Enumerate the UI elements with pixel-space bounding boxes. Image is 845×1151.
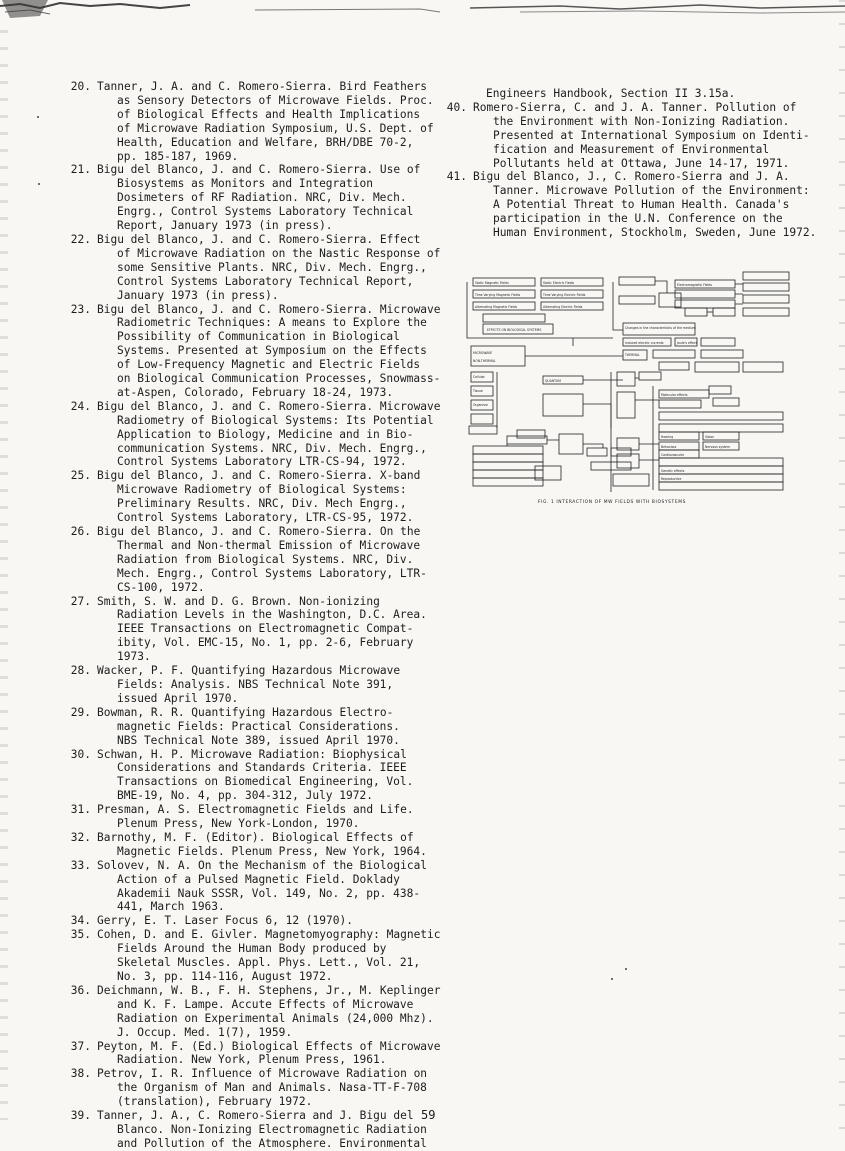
scan-top-edge	[0, 0, 845, 22]
diagram-label: Changes in the characteristics of the medium	[625, 326, 696, 330]
reference-line: Radiation. New York, Plenum Press, 1961.	[117, 1053, 387, 1067]
diagram-label: Alternating Magnetic Fields	[475, 305, 518, 309]
diagram-label: MICROWAVE	[473, 351, 493, 355]
reference-line: Mech. Engrg., Control Systems Laboratory, LTR-	[117, 566, 427, 580]
reference-line: 441, March 1963.	[117, 900, 225, 914]
reference-line: Possibility of Communication in Biological	[117, 330, 400, 344]
reference-number: 32.	[70, 830, 91, 844]
reference-number: 26.	[70, 525, 91, 538]
reference-line: issued April 1970.	[117, 691, 239, 705]
reference-entry	[62, 163, 442, 233]
reference-entry	[62, 831, 442, 859]
scan-right-edge	[839, 0, 845, 1131]
reference-line: of Microwave Radiation on the Nastic Response of	[117, 246, 441, 260]
reference-line: Engrg., Control Systems Laboratory Technical	[117, 205, 414, 219]
diagram-label: Static Magnetic Fields	[475, 281, 509, 285]
reference-line: the Environment with Non-Ionizing Radiation.	[493, 114, 790, 128]
reference-line: and Pollution of the Atmosphere. Environmental	[117, 1136, 427, 1150]
reference-line: and K. F. Lampe. Accute Effects of Microwave	[117, 997, 414, 1011]
reference-number: 35.	[70, 928, 91, 942]
reference-line: Barnothy, M. F. (Editor). Biological Effects of	[97, 830, 414, 844]
reference-text	[97, 163, 442, 233]
diagram-label: Nervous system	[705, 445, 730, 449]
reference-text	[97, 525, 442, 595]
diagram-label: Cellular	[473, 375, 485, 379]
reference-line: ibity, Vol. EMC-15, No. 1, pp. 2-6, February	[117, 636, 414, 650]
diagram-label: Reproductive	[661, 477, 682, 481]
reference-entry	[62, 469, 442, 525]
reference-line: magnetic Fields: Practical Considerations.	[117, 719, 400, 733]
page-number: 59	[421, 1108, 436, 1122]
scan-speck	[611, 978, 613, 980]
reference-entry	[62, 748, 442, 804]
interaction-diagram	[463, 268, 793, 498]
reference-line: Wacker, P. F. Quantifying Hazardous Microwave	[97, 664, 401, 678]
reference-entry	[62, 303, 442, 400]
reference-line: Health, Education and Welfare, BRH/DBE 70-2,	[117, 135, 414, 149]
diagram-label: Joule's effect	[677, 341, 697, 345]
reference-text	[97, 1067, 442, 1109]
reference-line: Control Systems Laboratory, LTR-CS-95, 1972.	[117, 511, 414, 525]
reference-text	[97, 80, 442, 163]
reference-text	[97, 859, 442, 915]
reference-line: Peyton, M. F. (Ed.) Biological Effects of Microwave	[97, 1039, 441, 1053]
diagram-label: EFFECTS ON BIOLOGICAL SYSTEMS	[487, 328, 542, 332]
reference-line: Romero-Sierra, C. and J. A. Tanner. Pollution of	[473, 100, 797, 114]
reference-line: CS-100, 1972.	[117, 580, 205, 594]
reference-line: participation in the U.N. Conference on the	[493, 212, 783, 226]
reference-line: 1973.	[117, 650, 151, 664]
reference-line: Radiation from Biological Systems. NRC, Div.	[117, 552, 414, 566]
scan-speck	[625, 968, 627, 970]
reference-line: Radiometry of Biological Systems: Its Potential	[117, 413, 434, 427]
reference-text	[97, 706, 442, 748]
reference-number: 41.	[446, 170, 467, 184]
reference-line: some Sensitive Plants. NRC, Div. Mech. Engrg.,	[117, 260, 427, 274]
reference-entry	[438, 87, 818, 101]
reference-number: 34.	[70, 914, 91, 928]
reference-line: communication Systems. NRC, Div. Mech. Engrg.,	[117, 441, 427, 455]
reference-text	[97, 984, 442, 1040]
reference-line: Microwave Radiometry of Biological Systems:	[117, 483, 407, 497]
reference-line: Control Systems Laboratory Technical Report,	[117, 274, 414, 288]
reference-line: Control Systems Laboratory LTR-CS-94, 1972.	[117, 455, 407, 469]
reference-line: Tanner, J. A., C. Romero-Sierra and J. Bigu del	[97, 1109, 414, 1123]
reference-entry	[62, 664, 442, 706]
reference-number: 25.	[70, 469, 91, 483]
reference-text	[97, 1040, 442, 1068]
reference-line: Report, January 1973 (in press).	[117, 219, 333, 233]
reference-line: of Biological Effects and Health Implications	[117, 107, 421, 121]
reference-text	[97, 748, 442, 804]
diagram-label: QUANTUM	[545, 379, 561, 383]
reference-line: Application to Biology, Medicine and in Bio-	[117, 427, 414, 441]
reference-line: the Organism of Man and Animals. Nasa-TT-F-708	[117, 1081, 427, 1095]
references-left-column	[62, 80, 442, 1151]
reference-entry	[62, 984, 442, 1040]
reference-line: at-Aspen, Colorado, February 18-24, 1973.	[117, 385, 394, 399]
reference-line: NBS Technical Note 389, issued April 1970.	[117, 733, 400, 747]
reference-text	[97, 469, 442, 525]
reference-entry	[62, 233, 442, 303]
diagram-label: Electromagnetic Fields	[677, 283, 712, 287]
reference-number: 22.	[70, 232, 91, 246]
reference-line: Cohen, D. and E. Givler. Magnetomyography: Magnetic	[97, 928, 441, 942]
reference-text	[97, 664, 442, 706]
reference-line: Skeletal Muscles. Appl. Phys. Lett., Vol. 21,	[117, 956, 421, 970]
reference-line: Transactions on Biomedical Engineering, Vol.	[117, 775, 414, 789]
reference-text	[97, 914, 442, 928]
reference-line: Biosystems as Monitors and Integration	[117, 177, 373, 191]
reference-number: 37.	[70, 1039, 91, 1053]
reference-line: Thermal and Non-thermal Emission of Microwave	[117, 538, 421, 552]
reference-line: (translation), February 1972.	[117, 1095, 313, 1109]
reference-text	[97, 303, 442, 400]
diagram-label: Static Electric Fields	[543, 281, 575, 285]
reference-entry	[62, 706, 442, 748]
reference-entry	[438, 101, 818, 171]
diagram-box	[483, 314, 545, 322]
reference-line: Bigu del Blanco, J., C. Romero-Sierra and J. A.	[473, 170, 790, 184]
diagram-label: Time Varying Magnetic Fields	[475, 293, 521, 297]
reference-number: 20.	[70, 80, 91, 93]
diagram-label: Hearing	[661, 435, 674, 439]
diagram-label: Behaviour	[661, 445, 677, 449]
reference-line: Bigu del Blanco, J. and C. Romero-Sierra. Microwave	[97, 302, 441, 316]
reference-number: 23.	[70, 302, 91, 316]
reference-line: Considerations and Standards Criteria. IEEE	[117, 761, 407, 775]
diagram-label: Organism	[473, 403, 488, 407]
reference-number: 27.	[70, 594, 91, 608]
reference-line: Gerry, E. T. Laser Focus 6, 12 (1970).	[97, 914, 353, 928]
reference-entry	[62, 914, 442, 928]
reference-line: Akademii Nauk SSSR, Vol. 149, No. 2, pp. 438-	[117, 886, 421, 900]
reference-text	[97, 928, 442, 984]
reference-line: Fields: Analysis. NBS Technical Note 391,	[117, 677, 394, 691]
reference-line: Plenum Press, New York-London, 1970.	[117, 817, 360, 831]
diagram-label: Molecular effects	[661, 393, 688, 397]
scan-left-edge	[0, 30, 8, 1120]
reference-text	[473, 170, 818, 240]
reference-line: Radiation on Experimental Animals (24,000 Mhz).	[117, 1011, 434, 1025]
reference-line: Radiation Levels in the Washington, D.C. Area.	[117, 608, 427, 622]
reference-text	[97, 803, 442, 831]
reference-entry	[62, 525, 442, 595]
reference-line: fication and Measurement of Environmental	[493, 142, 770, 156]
reference-entry	[62, 859, 442, 915]
reference-line: January 1973 (in press).	[117, 288, 279, 302]
reference-line: on Biological Communication Processes, Snowmass-	[117, 372, 441, 386]
reference-line: Bigu del Blanco, J. and C. Romero-Sierra. On the	[97, 525, 421, 538]
reference-number: 21.	[70, 163, 91, 177]
reference-entry	[62, 1067, 442, 1109]
reference-number: 24.	[70, 399, 91, 413]
reference-text	[97, 831, 442, 859]
references-right-column	[438, 87, 818, 240]
reference-line: Schwan, H. P. Microwave Radiation: Biophysical	[97, 747, 407, 761]
reference-line: of Low-Frequency Magnetic and Electric Fields	[117, 358, 421, 372]
diagram-label: Cardiovascular	[661, 453, 685, 457]
reference-number: 28.	[70, 664, 91, 678]
reference-text	[438, 87, 818, 101]
reference-text	[97, 595, 442, 665]
figure-caption: FIG. 1 INTERACTION OF MW FIELDS WITH BIOSYSTEMS	[538, 500, 686, 505]
reference-line: Engineers Handbook, Section II 3.15a.	[486, 87, 736, 100]
reference-number: 29.	[70, 705, 91, 719]
reference-line: Presman, A. S. Electromagnetic Fields and Life.	[97, 803, 414, 817]
reference-line: Smith, S. W. and D. G. Brown. Non-ionizing	[97, 594, 380, 608]
reference-text	[97, 1109, 442, 1151]
reference-line: Fields Around the Human Body produced by	[117, 942, 387, 956]
reference-line: Magnetic Fields. Plenum Press, New York, 1964.	[117, 844, 427, 858]
reference-line: Bigu del Blanco, J. and C. Romero-Sierra. X-band	[97, 469, 421, 483]
reference-line: Bigu del Blanco, J. and C. Romero-Sierra. Microwave	[97, 399, 441, 413]
reference-line: Action of a Pulsed Magnetic Field. Doklady	[117, 872, 400, 886]
reference-text	[97, 400, 442, 470]
reference-line: IEEE Transactions on Electromagnetic Compat-	[117, 622, 414, 636]
reference-line: J. Occup. Med. 1(7), 1959.	[117, 1025, 293, 1039]
reference-number: 33.	[70, 858, 91, 872]
diagram-label: Alternating Electric Fields	[543, 305, 583, 309]
reference-entry	[62, 80, 442, 163]
reference-line: Preliminary Results. NRC, Div. Mech Engrg.,	[117, 497, 407, 511]
reference-line: Tanner. Microwave Pollution of the Environment:	[493, 184, 810, 198]
reference-entry	[62, 1109, 442, 1151]
reference-line: Deichmann, W. B., F. H. Stephens, Jr., M. Keplinger	[97, 983, 441, 997]
reference-text	[97, 233, 442, 303]
reference-line: Dosimeters of RF Radiation. NRC, Div. Mech.	[117, 191, 407, 205]
reference-line: Blanco. Non-Ionizing Electromagnetic Radiation	[117, 1122, 427, 1136]
diagram-label: Time Varying Electric Fields	[543, 293, 586, 297]
diagram-label: Genetic effects	[661, 469, 685, 473]
reference-line: as Sensory Detectors of Microwave Fields. Proc.	[117, 93, 434, 107]
reference-line: Solovev, N. A. On the Mechanism of the Biological	[97, 858, 428, 872]
diagram-label: Induced electric currents	[625, 341, 664, 345]
reference-line: pp. 185-187, 1969.	[117, 149, 239, 163]
reference-line: Bigu del Blanco, J. and C. Romero-Sierra. Use of	[97, 163, 421, 177]
reference-number: 36.	[70, 983, 91, 997]
reference-line: A Potential Threat to Human Health. Canada's	[493, 198, 790, 212]
reference-line: Radiometric Techniques: A means to Explore the	[117, 316, 427, 330]
reference-line: Presented at International Symposium on Identi-	[493, 128, 810, 142]
reference-entry	[438, 170, 818, 240]
scan-speck	[38, 183, 40, 185]
reference-number: 40.	[446, 100, 467, 114]
diagram-label: Tissue	[473, 389, 483, 393]
scan-speck	[37, 116, 39, 118]
reference-entry	[62, 803, 442, 831]
reference-entry	[62, 400, 442, 470]
reference-line: BME-19, No. 4, pp. 304-312, July 1972.	[117, 789, 373, 803]
reference-entry	[62, 595, 442, 665]
reference-line: Tanner, J. A. and C. Romero-Sierra. Bird Feathers	[97, 80, 428, 93]
reference-line: Pollutants held at Ottawa, June 14-17, 1971.	[493, 156, 790, 170]
diagram-label: NON-THERMAL	[473, 359, 496, 363]
reference-number: 31.	[70, 803, 91, 817]
reference-entry	[62, 928, 442, 984]
reference-line: Systems. Presented at Symposium on the Effects	[117, 344, 427, 358]
reference-number: 38.	[70, 1067, 91, 1081]
diagram-svg	[463, 268, 793, 498]
reference-text	[473, 101, 818, 171]
reference-line: Bigu del Blanco, J. and C. Romero-Sierra. Effect	[97, 232, 421, 246]
diagram-label: Vision	[705, 435, 715, 439]
diagram-label: THERMAL	[625, 353, 640, 357]
reference-line: Bowman, R. R. Quantifying Hazardous Electro-	[97, 705, 394, 719]
reference-line: No. 3, pp. 114-116, August 1972.	[117, 970, 333, 983]
reference-line: of Microwave Radiation Symposium, U.S. Dept. of	[117, 121, 434, 135]
reference-line: Human Environment, Stockholm, Sweden, June 1972.	[493, 226, 817, 240]
reference-entry	[62, 1040, 442, 1068]
reference-line: Petrov, I. R. Influence of Microwave Radiation on	[97, 1067, 428, 1081]
reference-number: 39.	[70, 1109, 91, 1123]
reference-number: 30.	[70, 747, 91, 761]
